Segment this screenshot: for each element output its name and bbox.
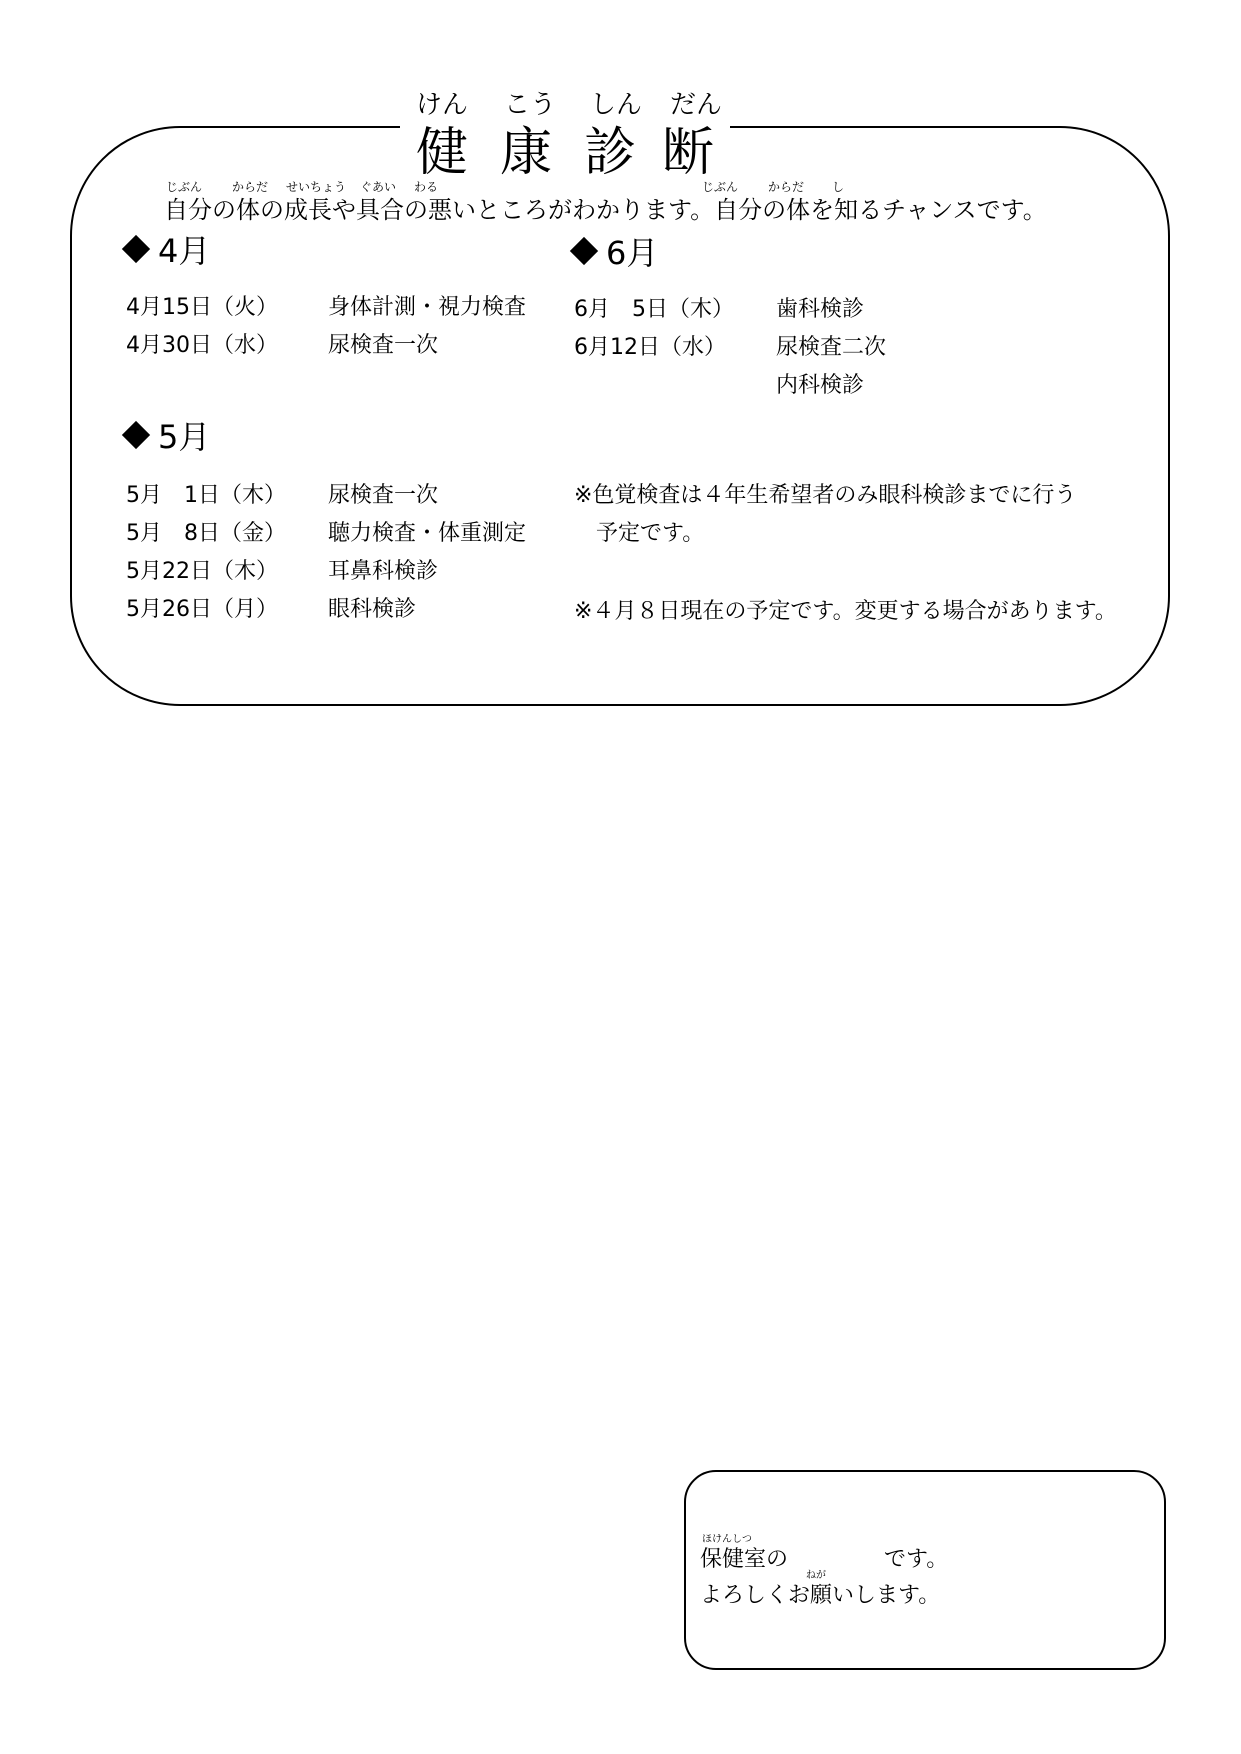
intro-ruby-5: わる — [414, 180, 439, 194]
nurse-office-line2: よろしくお願いします。 — [700, 1583, 941, 1608]
april-row-1-item: 身体計測・視力検査 — [328, 295, 527, 320]
may-row-4-item: 眼科検診 — [328, 597, 417, 622]
title-char-1: 健 — [416, 123, 469, 183]
may-row-4-date: 5月26日（月） — [126, 597, 278, 622]
may-heading: 5月 — [126, 412, 210, 458]
intro-ruby-1: じぶん — [166, 180, 203, 194]
may-row-2-item: 聴力検査・体重測定 — [328, 521, 527, 546]
intro-ruby-4: ぐあい — [360, 180, 397, 194]
june-row-1-item: 歯科検診 — [776, 297, 865, 322]
nurse-office-line1-prefix: 保健室の — [700, 1547, 789, 1572]
april-row-2-item: 尿検査一次 — [328, 333, 439, 358]
intro-text: 自分の体の成長や具合の悪いところがわかります。自分の体を知るチャンスです。 — [164, 196, 1047, 224]
may-row-2-date: 5月 8日（金） — [126, 521, 286, 546]
note-color-vision-line1: ※色覚検査は４年生希望者のみ眼科検診までに行う — [574, 483, 1077, 508]
intro-ruby-2: からだ — [232, 180, 269, 194]
may-row-3-item: 耳鼻科検診 — [328, 559, 439, 584]
april-row-1-date: 4月15日（火） — [126, 295, 278, 320]
may-row-3-date: 5月22日（木） — [126, 559, 278, 584]
june-row-1-date: 6月 5日（木） — [574, 297, 734, 322]
intro-ruby-6: じぶん — [702, 180, 739, 194]
title-char-2: 康 — [500, 123, 553, 183]
april-heading: 4月 — [126, 226, 210, 272]
nurse-office-line1-suffix: です。 — [884, 1547, 949, 1572]
may-row-1-item: 尿検査一次 — [328, 483, 439, 508]
title-char-4: 断 — [662, 123, 715, 183]
onegai-ruby: ねが — [806, 1570, 826, 1581]
june-heading: 6月 — [574, 228, 658, 274]
june-row-2-date: 6月12日（水） — [574, 335, 726, 360]
june-row-2-item: 尿検査二次 — [776, 335, 887, 360]
title-char-3: 診 — [584, 123, 637, 183]
note-schedule-change: ※４月８日現在の予定です。変更する場合があります。 — [574, 599, 1117, 624]
diamond-bullet-icon — [122, 235, 150, 263]
june-row-3-item: 内科検診 — [776, 373, 865, 398]
may-row-1-date: 5月 1日（木） — [126, 483, 286, 508]
nurse-office-ruby: ほけんしつ — [702, 1534, 752, 1545]
intro-ruby-7: からだ — [768, 180, 805, 194]
intro-ruby-3: せいちょう — [286, 180, 347, 194]
diamond-bullet-icon — [570, 237, 598, 265]
title-ruby-1: けん — [416, 90, 469, 120]
title-ruby-3: しん — [590, 90, 643, 120]
april-row-2-date: 4月30日（水） — [126, 333, 278, 358]
diamond-bullet-icon — [122, 421, 150, 449]
title-ruby-2: こう — [504, 90, 557, 120]
note-color-vision-line2: 予定です。 — [596, 521, 705, 546]
intro-ruby-8: し — [832, 180, 845, 194]
title-ruby-4: だん — [670, 90, 723, 120]
